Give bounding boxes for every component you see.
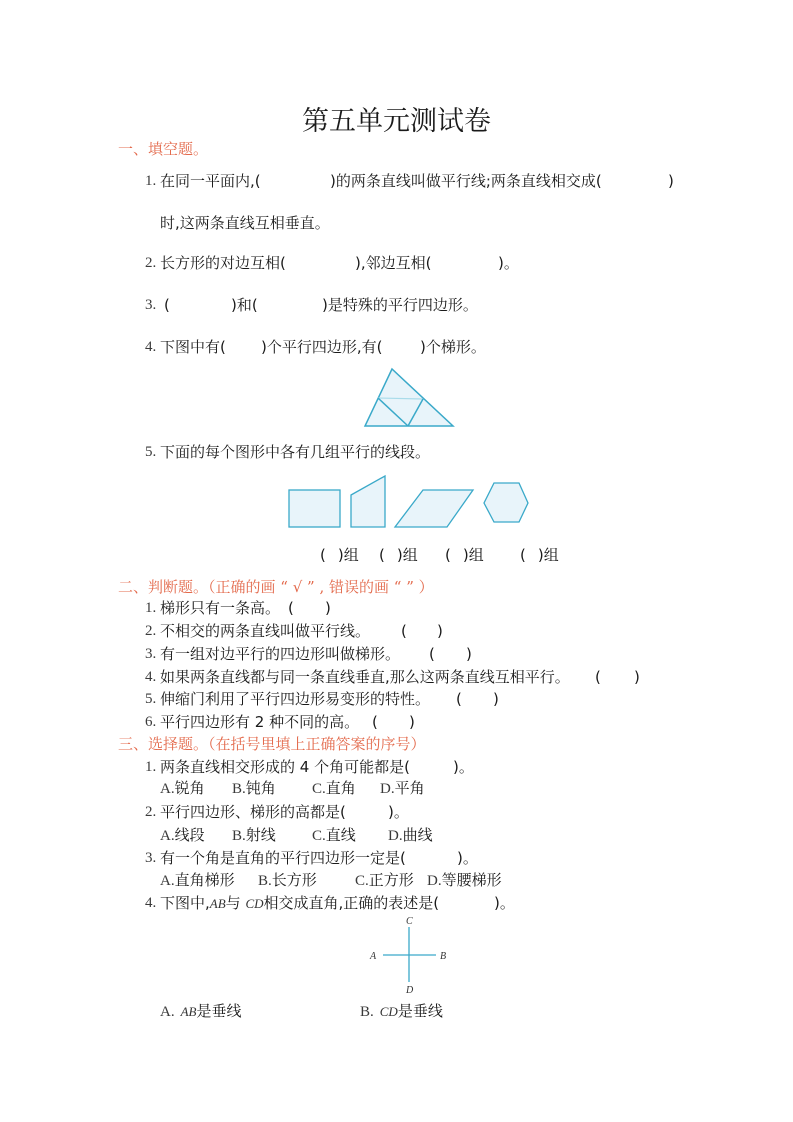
section-1-header: 一、填空题。 (118, 140, 209, 158)
choice-1-text: 两条直线相交形成的 4 个角可能都是( (160, 758, 410, 776)
choice-2-text: 平行四边形、梯形的高都是( (160, 803, 346, 821)
q2-text-3: )。 (498, 254, 519, 272)
q5-number: 5. (145, 444, 157, 460)
choice-2-option-a: A.线段 (160, 826, 205, 844)
q2-text-1: 长方形的对边互相( (160, 254, 286, 272)
judge-4-number: 4. (145, 669, 157, 685)
judge-1-number: 1. (145, 600, 157, 616)
judge-6-close: ) (409, 713, 415, 731)
choice-3-number: 3. (145, 850, 157, 866)
shapes-figure (280, 470, 540, 535)
section-3-header: 三、选择题。（在括号里填上正确答案的序号） (118, 735, 426, 753)
choice-3-text: 有一个角是直角的平行四边形一定是( (160, 849, 406, 867)
judge-1-close: ) (325, 599, 331, 617)
q3-text-3: )是特殊的平行四边形。 (322, 296, 478, 314)
judge-3-close: ) (466, 645, 472, 663)
q5-text: 下面的每个图形中各有几组平行的线段。 (160, 443, 431, 461)
label-b: B (440, 951, 447, 962)
judge-5-close: ) (493, 690, 499, 708)
label-c: C (406, 916, 413, 927)
judge-2-number: 2. (145, 623, 157, 639)
choice-3-option-d: D.等腰梯形 (427, 871, 502, 889)
choice-3-option-b: B.长方形 (258, 871, 317, 889)
triangle-figure (360, 364, 460, 432)
choice-3-close: )。 (457, 849, 478, 867)
parallelogram-shape (395, 490, 473, 527)
label-d: D (406, 985, 414, 996)
choice-3-option-a: A.直角梯形 (160, 871, 235, 889)
judge-5-open: ( (456, 690, 462, 708)
q2-number: 2. (145, 255, 157, 271)
section-2-header: 二、判断题。（正确的画 “ √ ” , 错误的画 “ ” ） (118, 578, 434, 596)
choice-2-option-c: C.直线 (312, 826, 356, 844)
q3-number: 3. (145, 297, 157, 313)
judge-4-open: ( (595, 668, 601, 686)
q1-text-3: ) (668, 172, 674, 190)
choice-3-option-c: C.正方形 (355, 871, 414, 889)
choice-4-number: 4. (145, 895, 157, 911)
judge-1-text: 梯形只有一条高。 (160, 599, 281, 617)
judge-5-number: 5. (145, 691, 157, 707)
hexagon-shape (484, 483, 528, 522)
q5-answer-label-3: ( )组 (445, 546, 484, 564)
judge-4-close: ) (634, 668, 640, 686)
choice-1-option-b: B.钝角 (232, 779, 276, 797)
choice-4-close: )。 (494, 894, 515, 912)
choice-2-number: 2. (145, 804, 157, 820)
page-title: 第五单元测试卷 (302, 106, 491, 137)
judge-3-text: 有一组对边平行的四边形叫做梯形。 (160, 645, 401, 663)
q1-text-2: )的两条直线叫做平行线;两条直线相交成( (330, 172, 602, 190)
choice-2-close: )。 (388, 803, 409, 821)
judge-2-open: ( (401, 622, 407, 640)
choice-1-option-c: C.直角 (312, 779, 356, 797)
q1-number: 1. (145, 173, 157, 189)
choice-1-option-a: A.锐角 (160, 779, 205, 797)
judge-6-open: ( (372, 713, 378, 731)
rectangle-shape (289, 490, 340, 527)
choice-2-option-d: D.曲线 (388, 826, 433, 844)
q1-text-1: 在同一平面内,( (160, 172, 261, 190)
judge-3-open: ( (429, 645, 435, 663)
choice-4-option-a: A. AB是垂线 (160, 1002, 242, 1020)
choice-2-option-b: B.射线 (232, 826, 276, 844)
perpendicular-lines-figure (360, 910, 460, 996)
choice-4-text: 下图中,AB与 CD相交成直角,正确的表述是( (160, 894, 440, 912)
choice-1-option-d: D.平角 (380, 779, 425, 797)
q4-text-1: 下图中有( (160, 338, 226, 356)
judge-6-number: 6. (145, 714, 157, 730)
label-a: A (370, 951, 377, 962)
q4-text-2: )个平行四边形,有( (261, 338, 383, 356)
judge-2-close: ) (437, 622, 443, 640)
judge-2-text: 不相交的两条直线叫做平行线。 (160, 622, 371, 640)
judge-4-text: 如果两条直线都与同一条直线垂直,那么这两条直线互相平行。 (160, 668, 570, 686)
q3-text-1: ( (164, 296, 170, 314)
right-trapezoid-shape (351, 476, 385, 527)
q1-text-line2: 时,这两条直线互相垂直。 (160, 214, 330, 232)
q5-answer-label-2: ( )组 (379, 546, 418, 564)
judge-5-text: 伸缩门利用了平行四边形易变形的特性。 (160, 690, 431, 708)
q4-number: 4. (145, 339, 157, 355)
choice-1-close: )。 (453, 758, 474, 776)
judge-1-open: ( (288, 599, 294, 617)
choice-1-number: 1. (145, 759, 157, 775)
choice-4-option-b: B. CD是垂线 (360, 1002, 443, 1020)
q5-answer-label-1: ( )组 (320, 546, 359, 564)
judge-6-text: 平行四边形有 2 种不同的高。 (160, 713, 360, 731)
judge-3-number: 3. (145, 646, 157, 662)
q4-text-3: )个梯形。 (420, 338, 486, 356)
q2-text-2: ),邻边互相( (355, 254, 432, 272)
q3-text-2: )和( (231, 296, 258, 314)
q5-answer-label-4: ( )组 (520, 546, 559, 564)
